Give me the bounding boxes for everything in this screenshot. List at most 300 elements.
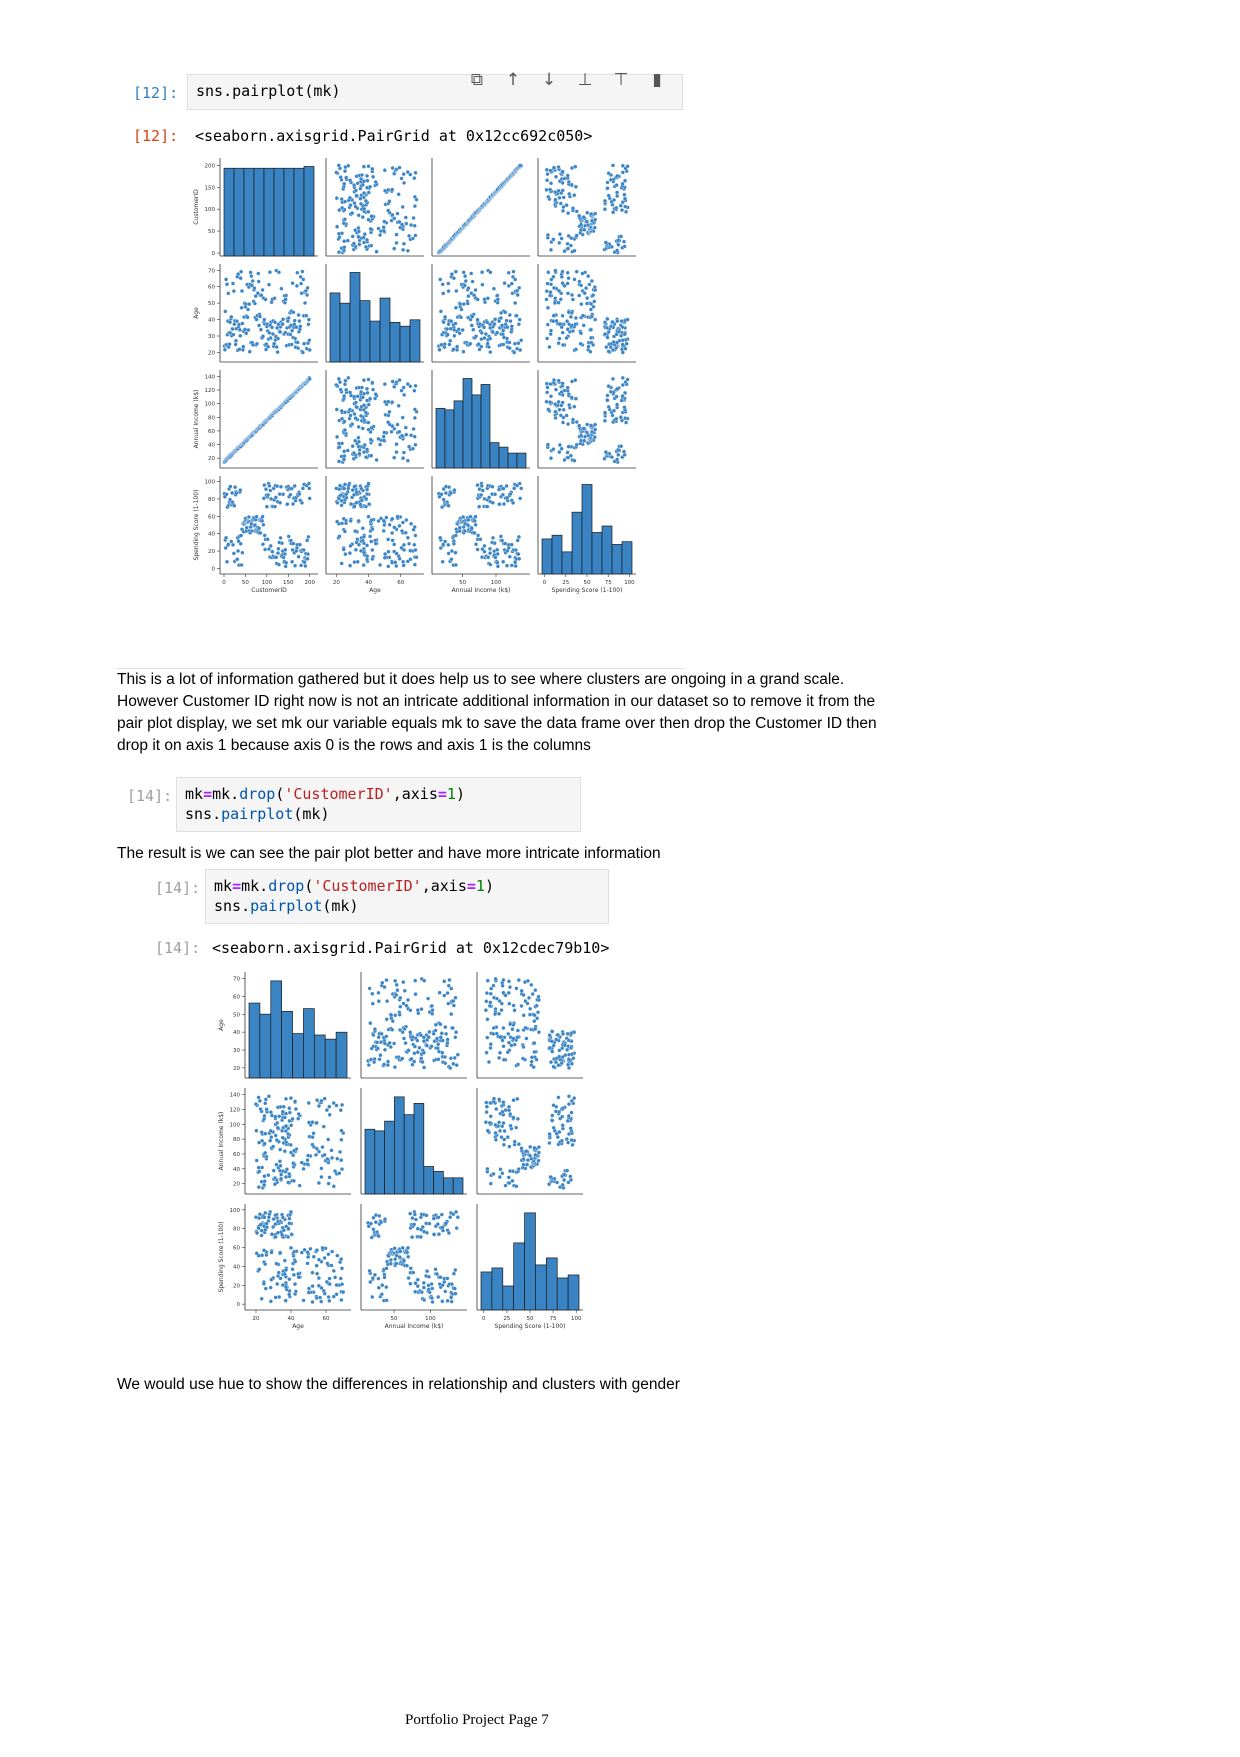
scatter-point <box>398 1255 402 1259</box>
scatter-point <box>340 562 344 566</box>
scatter-point <box>455 345 459 349</box>
scatter-point <box>589 302 593 306</box>
scatter-point <box>402 1259 406 1263</box>
scatter-point <box>263 1132 267 1136</box>
scatter-point <box>306 286 310 290</box>
scatter-point <box>250 529 254 533</box>
scatter-point <box>335 1254 339 1258</box>
pair-cell-0-1 <box>361 972 467 1078</box>
scatter-point <box>353 529 357 533</box>
y-tick-label: 60 <box>233 1151 240 1158</box>
scatter-point <box>231 543 235 547</box>
scatter-point <box>277 270 281 274</box>
scatter-point <box>566 1141 570 1145</box>
scatter-point <box>382 439 386 443</box>
scatter-point <box>292 1250 296 1254</box>
scatter-point <box>520 1146 524 1150</box>
scatter-point <box>356 394 360 398</box>
x-tick-label: 100 <box>261 580 273 586</box>
scatter-point <box>603 332 607 336</box>
scatter-point <box>593 212 597 216</box>
scatter-point <box>391 380 395 384</box>
scatter-point <box>441 1039 445 1043</box>
scatter-point <box>565 414 569 418</box>
scatter-point <box>232 333 236 337</box>
scatter-point <box>537 1030 541 1034</box>
scatter-point <box>603 207 607 211</box>
scatter-point <box>565 1137 569 1141</box>
scatter-point <box>604 345 608 349</box>
x-tick-label: 40 <box>287 1316 295 1322</box>
copy-icon[interactable]: ⧉ <box>470 70 484 90</box>
scatter-point <box>486 1129 490 1133</box>
scatter-point <box>469 272 473 276</box>
scatter-point <box>569 315 573 319</box>
scatter-point <box>566 247 570 251</box>
scatter-point <box>561 343 565 347</box>
scatter-point <box>533 1050 537 1054</box>
scatter-point <box>510 543 514 547</box>
insert-above-icon[interactable]: ⊥ <box>577 70 593 90</box>
scatter-point <box>391 539 395 543</box>
scatter-point <box>293 564 297 568</box>
scatter-point <box>359 503 363 507</box>
scatter-point <box>560 275 564 279</box>
scatter-point <box>513 1140 517 1144</box>
scatter-point <box>452 542 456 546</box>
scatter-point <box>493 1012 497 1016</box>
scatter-point <box>362 378 366 382</box>
delete-icon[interactable]: ▮ <box>652 70 662 90</box>
scatter-point <box>268 1139 272 1143</box>
scatter-point <box>274 1134 278 1138</box>
scatter-point <box>360 499 364 503</box>
pair-cell-3-3 <box>538 476 636 594</box>
scatter-point <box>491 485 495 489</box>
y-tick-label: 0 <box>236 1302 240 1309</box>
scatter-point <box>573 459 577 463</box>
scatter-point <box>516 1117 520 1121</box>
scatter-point <box>238 328 242 332</box>
scatter-point <box>517 286 521 290</box>
scatter-point <box>361 539 365 543</box>
cell14b-code-editor[interactable] <box>205 869 609 924</box>
scatter-point <box>496 565 500 569</box>
scatter-point <box>491 501 495 505</box>
scatter-point <box>570 293 574 297</box>
scatter-point <box>512 1037 516 1041</box>
scatter-point <box>266 345 270 349</box>
scatter-point <box>306 1154 310 1158</box>
scatter-point <box>567 310 571 314</box>
scatter-point <box>406 249 410 253</box>
scatter-point <box>397 192 401 196</box>
scatter-point <box>332 1269 336 1273</box>
scatter-point <box>572 1030 576 1034</box>
scatter-point <box>552 166 556 170</box>
scatter-point <box>263 1179 267 1183</box>
y-axis-label: CustomerID <box>193 189 200 225</box>
scatter-point <box>546 386 550 390</box>
scatter-point <box>262 496 266 500</box>
scatter-point <box>440 1051 444 1055</box>
hist-bar <box>254 168 264 256</box>
scatter-point <box>481 283 485 287</box>
scatter-point <box>289 1246 293 1250</box>
scatter-point <box>359 197 363 201</box>
scatter-point <box>562 196 566 200</box>
scatter-point <box>619 204 623 208</box>
scatter-point <box>548 400 552 404</box>
scatter-point <box>566 211 570 215</box>
scatter-point <box>231 282 235 286</box>
hist-bar <box>340 303 350 362</box>
scatter-point <box>457 328 461 332</box>
scatter-point <box>535 1004 539 1008</box>
scatter-point <box>338 235 342 239</box>
scatter-point <box>548 345 552 349</box>
scatter-point <box>480 484 484 488</box>
hist-bar <box>380 298 390 362</box>
scatter-point <box>284 1097 288 1101</box>
scatter-point <box>327 1105 331 1109</box>
scatter-point <box>548 1046 552 1050</box>
scatter-point <box>393 1065 397 1069</box>
scatter-point <box>577 294 581 298</box>
scatter-point <box>286 1181 290 1185</box>
scatter-point <box>458 302 462 306</box>
scatter-point <box>559 202 563 206</box>
scatter-point <box>332 1101 336 1105</box>
scatter-point <box>557 1096 561 1100</box>
scatter-point <box>591 293 595 297</box>
scatter-point <box>479 493 483 497</box>
scatter-point <box>558 1130 562 1134</box>
scatter-point <box>225 492 229 496</box>
scatter-point <box>328 1277 332 1281</box>
scatter-point <box>449 987 453 991</box>
scatter-point <box>380 981 384 985</box>
scatter-point <box>572 193 576 197</box>
scatter-point <box>508 313 512 317</box>
y-tick-label: 150 <box>204 185 215 192</box>
scatter-point <box>357 213 361 217</box>
y-tick-label: 30 <box>208 334 215 340</box>
scatter-point <box>330 1149 334 1153</box>
scatter-point <box>295 284 299 288</box>
scatter-point <box>241 345 245 349</box>
scatter-point <box>508 985 512 989</box>
scatter-point <box>501 560 505 564</box>
scatter-point <box>430 1004 434 1008</box>
scatter-point <box>522 1163 526 1167</box>
scatter-point <box>537 998 541 1002</box>
scatter-point <box>615 174 619 178</box>
scatter-point <box>337 1171 341 1175</box>
scatter-point <box>615 458 619 462</box>
scatter-point <box>504 1108 508 1112</box>
scatter-point <box>581 272 585 276</box>
scatter-point <box>373 1057 377 1061</box>
scatter-point <box>502 502 506 506</box>
scatter-point <box>387 550 391 554</box>
scatter-point <box>466 523 470 527</box>
scatter-point <box>463 529 467 533</box>
scatter-point <box>234 339 238 343</box>
scatter-point <box>337 377 341 381</box>
scatter-point <box>524 1026 528 1030</box>
scatter-point <box>604 241 608 245</box>
scatter-point <box>549 332 553 336</box>
scatter-point <box>311 1135 315 1139</box>
scatter-point <box>284 1124 288 1128</box>
scatter-point <box>570 1138 574 1142</box>
scatter-point <box>503 310 507 314</box>
scatter-point <box>623 179 627 183</box>
scatter-point <box>623 416 627 420</box>
hist-bar <box>514 1243 525 1310</box>
scatter-point <box>260 1166 264 1170</box>
x-tick-label: 100 <box>624 580 635 586</box>
scatter-point <box>425 1269 429 1273</box>
scatter-point <box>571 1056 575 1060</box>
scatter-point <box>289 493 293 497</box>
scatter-point <box>621 182 625 186</box>
scatter-point <box>499 1167 503 1171</box>
scatter-point <box>293 1292 297 1296</box>
scatter-point <box>614 206 618 210</box>
scatter-point <box>377 1286 381 1290</box>
scatter-point <box>377 519 381 523</box>
scatter-point <box>567 392 571 396</box>
code-token: = <box>203 785 213 803</box>
arrow-up-icon[interactable]: ↑ <box>505 70 521 90</box>
scatter-point <box>390 400 394 404</box>
scatter-point <box>279 1164 283 1168</box>
scatter-point <box>620 319 624 323</box>
scatter-point <box>619 334 623 338</box>
scatter-point <box>358 242 362 246</box>
scatter-point <box>400 434 404 438</box>
scatter-point <box>353 228 357 232</box>
y-tick-label: 20 <box>233 1181 240 1188</box>
x-axis-label: CustomerID <box>251 587 287 594</box>
scatter-point <box>616 243 620 247</box>
scatter-point <box>517 552 521 556</box>
scatter-point <box>379 1040 383 1044</box>
cell14a-code-editor[interactable] <box>176 777 581 832</box>
scatter-point <box>340 1298 344 1302</box>
scatter-point <box>312 1255 316 1259</box>
scatter-point <box>589 328 593 332</box>
scatter-point <box>291 1117 295 1121</box>
scatter-point <box>549 1175 553 1179</box>
scatter-point <box>370 426 374 430</box>
hist-bar <box>410 320 420 362</box>
scatter-point <box>410 1235 414 1239</box>
hist-bar <box>503 1286 514 1310</box>
scatter-point <box>366 391 370 395</box>
scatter-point <box>415 555 419 559</box>
scatter-point <box>334 487 338 491</box>
scatter-point <box>432 1032 436 1036</box>
scatter-point <box>554 198 558 202</box>
scatter-point <box>413 1213 417 1217</box>
scatter-point <box>572 1096 576 1100</box>
scatter-point <box>393 1013 397 1017</box>
scatter-point <box>370 167 374 171</box>
scatter-point <box>279 1173 283 1177</box>
scatter-point <box>403 989 407 993</box>
scatter-point <box>560 1115 564 1119</box>
scatter-point <box>569 1178 573 1182</box>
scatter-point <box>588 283 592 287</box>
hist-bar <box>592 532 602 574</box>
scatter-point <box>371 1002 375 1006</box>
scatter-point <box>370 518 374 522</box>
scatter-point <box>484 1101 488 1105</box>
scatter-point <box>246 308 250 312</box>
pair-cell-1-0 <box>193 264 318 362</box>
scatter-point <box>266 537 270 541</box>
scatter-point <box>345 496 349 500</box>
scatter-point <box>510 324 514 328</box>
scatter-point <box>516 1029 520 1033</box>
pairplot-4var <box>180 150 690 650</box>
scatter-point <box>255 515 259 519</box>
scatter-point <box>607 350 611 354</box>
scatter-point <box>257 1170 261 1174</box>
scatter-point <box>407 1276 411 1280</box>
scatter-point <box>302 548 306 552</box>
pair-cell-1-0 <box>218 1088 351 1194</box>
scatter-point <box>333 1169 337 1173</box>
scatter-point <box>563 284 567 288</box>
scatter-point <box>259 531 263 535</box>
scatter-point <box>528 1154 532 1158</box>
scatter-point <box>378 1057 382 1061</box>
scatter-point <box>350 422 354 426</box>
scatter-point <box>307 535 311 539</box>
scatter-point <box>453 334 457 338</box>
scatter-point <box>515 1097 519 1101</box>
scatter-point <box>239 534 243 538</box>
scatter-point <box>273 296 277 300</box>
pair-cell-2-1 <box>326 370 424 468</box>
scatter-point <box>623 332 627 336</box>
scatter-point <box>386 420 390 424</box>
scatter-point <box>439 1275 443 1279</box>
scatter-point <box>404 518 408 522</box>
scatter-point <box>247 515 251 519</box>
scatter-point <box>518 348 522 352</box>
scatter-point <box>274 1296 278 1300</box>
scatter-point <box>246 316 250 320</box>
scatter-point <box>438 278 442 282</box>
scatter-point <box>409 433 413 437</box>
scatter-point <box>452 1004 456 1008</box>
scatter-point <box>367 515 371 519</box>
scatter-point <box>257 1226 261 1230</box>
scatter-point <box>409 1266 413 1270</box>
scatter-point <box>442 979 446 983</box>
arrow-down-icon[interactable]: ↓ <box>541 70 557 90</box>
scatter-point <box>291 1267 295 1271</box>
x-axis-label: Annual Income (k$) <box>384 1323 444 1330</box>
scatter-point <box>223 348 227 352</box>
scatter-point <box>317 1181 321 1185</box>
scatter-point <box>240 306 244 310</box>
y-tick-label: 80 <box>208 415 215 422</box>
scatter-point <box>507 1105 511 1109</box>
scatter-point <box>501 329 505 333</box>
hist-bar <box>293 1034 304 1078</box>
scatter-point <box>515 1035 519 1039</box>
scatter-point <box>277 547 281 551</box>
pair-cell-2-1 <box>361 1204 467 1330</box>
hist-bar <box>375 1131 385 1194</box>
scatter-point <box>232 552 236 556</box>
scatter-point <box>395 233 399 237</box>
scatter-point <box>349 203 353 207</box>
scatter-point <box>502 1121 506 1125</box>
scatter-point <box>258 1212 262 1216</box>
scatter-point <box>337 497 341 501</box>
scatter-point <box>548 1132 552 1136</box>
scatter-point <box>286 1235 290 1239</box>
scatter-point <box>446 991 450 995</box>
scatter-point <box>549 394 553 398</box>
scatter-point <box>301 351 305 355</box>
scatter-point <box>520 989 524 993</box>
scatter-point <box>566 1032 570 1036</box>
scatter-point <box>350 211 354 215</box>
scatter-point <box>562 1178 566 1182</box>
paragraph-explanation: This is a lot of information gathered but it does help us to see where clusters are ongoing in a grand scale. However Customer ID right now is not an intricate additional information in our dataset so to remove it from the pair plot display, we set mk our variable equals mk to save the data frame over then drop the Customer ID then drop it on axis 1 because axis 0 is the rows and axis 1 is the columns <box>117 671 877 754</box>
paragraph-hue: We would use hue to show the differences in relationship and clusters with gender <box>117 1376 680 1393</box>
scatter-point <box>307 1121 311 1125</box>
scatter-point <box>312 1131 316 1135</box>
y-tick-label: 120 <box>204 388 215 395</box>
insert-below-icon[interactable]: ⊤ <box>613 70 629 90</box>
scatter-point <box>278 501 282 505</box>
scatter-point <box>477 505 481 509</box>
scatter-point <box>393 560 397 564</box>
scatter-point <box>561 1032 565 1036</box>
scatter-point <box>364 455 368 459</box>
scatter-point <box>405 1264 409 1268</box>
scatter-point <box>566 451 570 455</box>
scatter-point <box>566 1119 570 1123</box>
scatter-point <box>268 489 272 493</box>
scatter-point <box>314 1153 318 1157</box>
scatter-point <box>507 1002 511 1006</box>
scatter-point <box>309 1247 313 1251</box>
scatter-point <box>299 282 303 286</box>
scatter-point <box>502 1044 506 1048</box>
scatter-point <box>552 1103 556 1107</box>
scatter-point <box>284 298 288 302</box>
scatter-point <box>362 165 366 169</box>
scatter-point <box>432 1232 436 1236</box>
scatter-point <box>496 552 500 556</box>
x-tick-label: 100 <box>425 1316 436 1322</box>
scatter-point <box>393 1246 397 1250</box>
scatter-point <box>229 315 233 319</box>
scatter-point <box>621 171 625 175</box>
scatter-point <box>340 1129 344 1133</box>
hist-bar <box>282 1011 293 1078</box>
